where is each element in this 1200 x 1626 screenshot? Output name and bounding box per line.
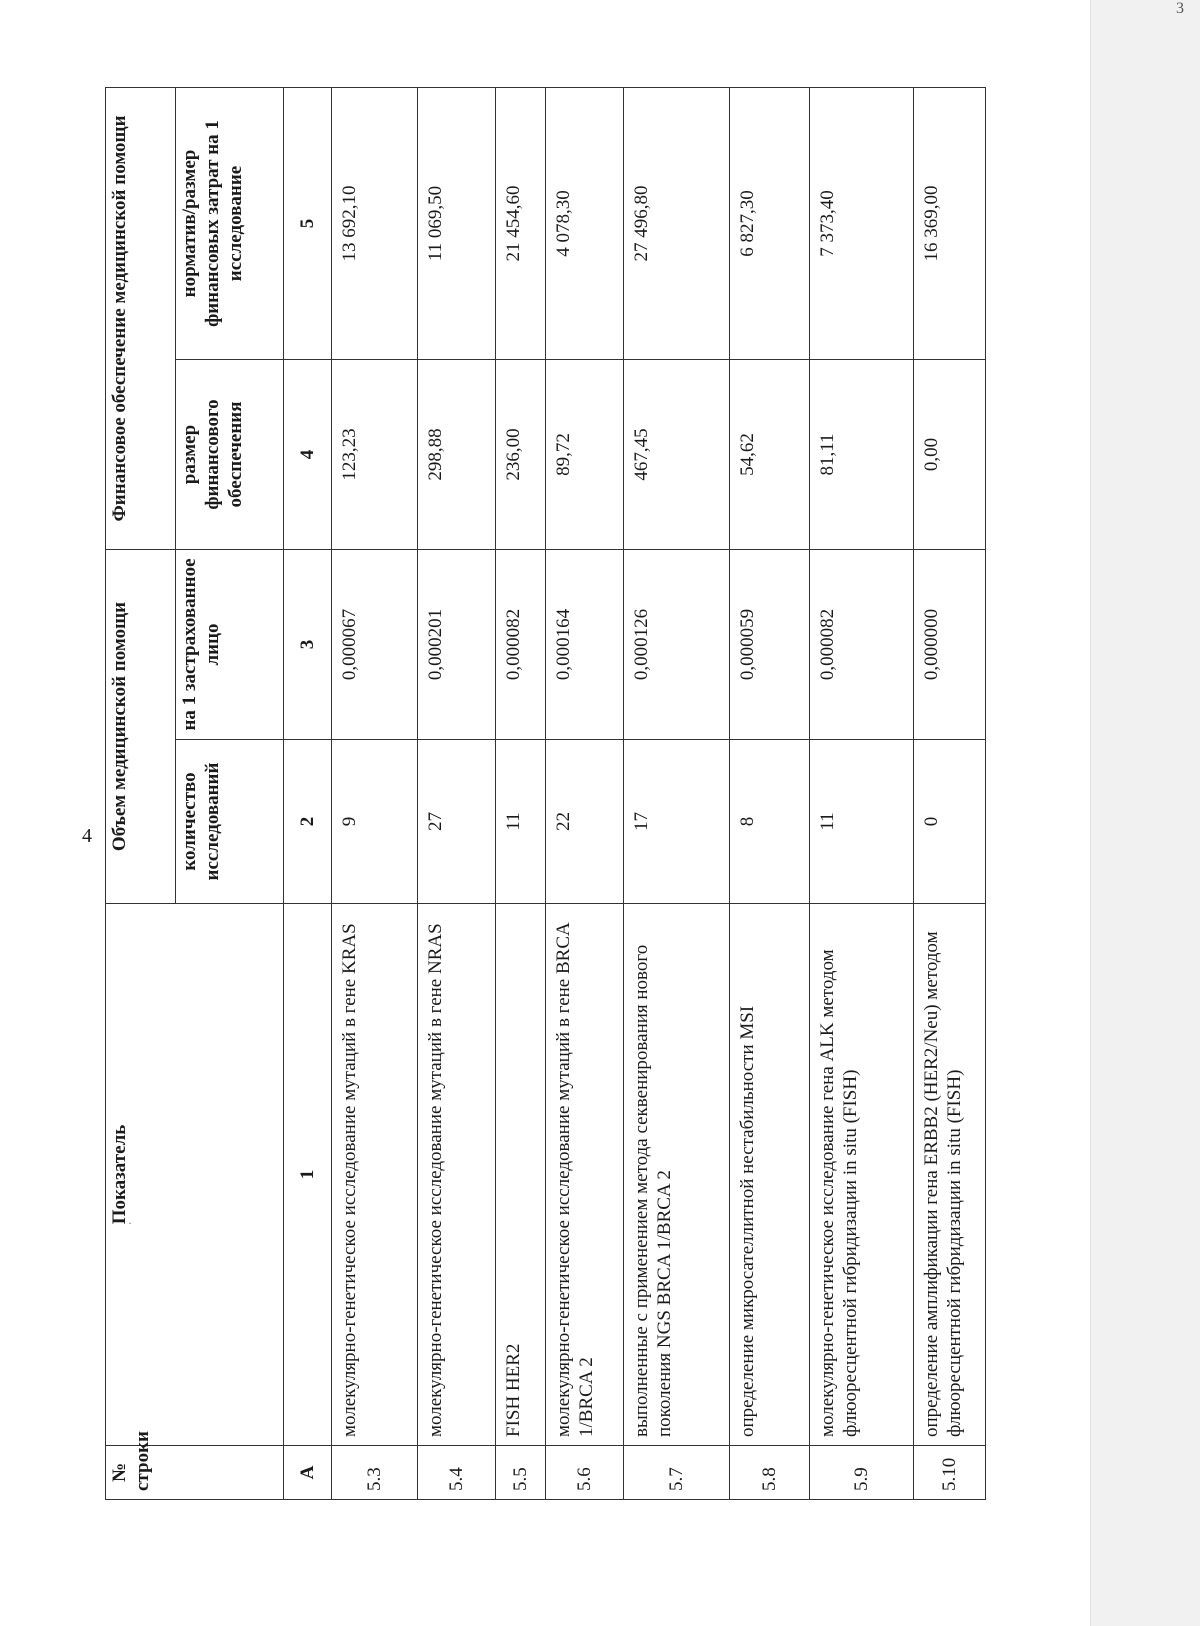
table-row — [496, 87, 546, 1499]
row-per-insured: 0,000201 — [418, 550, 496, 740]
row-code: 5.3 — [332, 1446, 418, 1500]
col-number-4: 4 — [284, 360, 332, 550]
row-indicator: молекулярно-генетическое исследование мутаций в гене KRAS — [332, 904, 418, 1446]
row-code: 5.5 — [496, 1446, 546, 1500]
row-per-insured: 0,000082 — [810, 550, 914, 740]
col-number-a: А — [284, 1446, 332, 1500]
page-number: 4 — [82, 825, 92, 847]
header-volume-group: Объем медицинской помощи — [106, 550, 176, 904]
page-edge-strip — [1090, 0, 1200, 1626]
row-norm: 27 496,80 — [624, 87, 730, 359]
row-norm: 7 373,40 — [810, 87, 914, 359]
row-indicator: выполненные с применением метода секвенирования нового поколения NGS BRCA 1/BRCA 2 — [624, 904, 730, 1446]
row-code: 5.7 — [624, 1446, 730, 1500]
header-per-insured: на 1 застрахованное лицо — [176, 550, 284, 740]
col-number-3: 3 — [284, 550, 332, 740]
header-fin-size: размер финансового обеспечения — [176, 360, 284, 550]
table-row — [914, 87, 986, 1499]
row-count: 0 — [914, 740, 986, 904]
row-per-insured: 0,000164 — [546, 550, 624, 740]
row-fin-size: 81,11 — [810, 360, 914, 550]
row-norm: 16 369,00 — [914, 87, 986, 359]
row-count: 8 — [730, 740, 810, 904]
financing-table — [105, 87, 986, 1500]
header-count: количество исследований — [176, 740, 284, 904]
row-code: 5.8 — [730, 1446, 810, 1500]
row-count: 9 — [332, 740, 418, 904]
row-fin-size: 89,72 — [546, 360, 624, 550]
row-indicator: определение амплификации гена ERBB2 (HER2/Neu) методом флюоресцентной гибридизации in situ (FISH) — [914, 904, 986, 1446]
row-code: 5.10 — [914, 1446, 986, 1500]
row-norm: 6 827,30 — [730, 87, 810, 359]
row-per-insured: 0,000059 — [730, 550, 810, 740]
row-per-insured: 0,000082 — [496, 550, 546, 740]
stray-mark: · — [128, 1216, 132, 1230]
row-count: 11 — [496, 740, 546, 904]
row-norm: 13 692,10 — [332, 87, 418, 359]
row-indicator: определение микросателлитной нестабильности MSI — [730, 904, 810, 1446]
row-fin-size: 236,00 — [496, 360, 546, 550]
row-code: 5.6 — [546, 1446, 624, 1500]
col-number-2: 2 — [284, 740, 332, 904]
row-fin-size: 54,62 — [730, 360, 810, 550]
table-row — [624, 87, 730, 1499]
header-norm: норматив/размер финансовых затрат на 1 исследование — [176, 87, 284, 359]
row-indicator: молекулярно-генетическое исследование мутаций в гене BRCA 1/BRCA 2 — [546, 904, 624, 1446]
rotated-table-wrapper — [105, 88, 985, 1500]
row-count: 22 — [546, 740, 624, 904]
row-count: 27 — [418, 740, 496, 904]
row-count: 11 — [810, 740, 914, 904]
row-norm: 4 078,30 — [546, 87, 624, 359]
row-fin-size: 0,00 — [914, 360, 986, 550]
row-indicator: FISH HER2 — [496, 904, 546, 1446]
row-indicator: молекулярно-генетическое исследование мутаций в гене NRAS — [418, 904, 496, 1446]
row-per-insured: 0,000000 — [914, 550, 986, 740]
header-finance-group: Финансовое обеспечение медицинской помощи — [106, 87, 176, 549]
row-code: 5.4 — [418, 1446, 496, 1500]
corner-mark: 3 — [1176, 0, 1184, 17]
header-row-number: № строки — [106, 1446, 284, 1500]
row-fin-size: 298,88 — [418, 360, 496, 550]
row-norm: 11 069,50 — [418, 87, 496, 359]
col-number-1: 1 — [284, 904, 332, 1446]
table-row — [546, 87, 624, 1499]
table-row — [810, 87, 914, 1499]
header-indicator: Показатель — [106, 904, 284, 1446]
row-code: 5.9 — [810, 1446, 914, 1500]
row-fin-size: 123,23 — [332, 360, 418, 550]
row-count: 17 — [624, 740, 730, 904]
row-fin-size: 467,45 — [624, 360, 730, 550]
row-indicator: молекулярно-генетическое исследование гена ALK методом флюоресцентной гибридизации in situ (FISH) — [810, 904, 914, 1446]
row-per-insured: 0,000126 — [624, 550, 730, 740]
table-row — [418, 87, 496, 1499]
table-row — [332, 87, 418, 1499]
row-norm: 21 454,60 — [496, 87, 546, 359]
col-number-5: 5 — [284, 87, 332, 359]
row-per-insured: 0,000067 — [332, 550, 418, 740]
table-row — [730, 87, 810, 1499]
